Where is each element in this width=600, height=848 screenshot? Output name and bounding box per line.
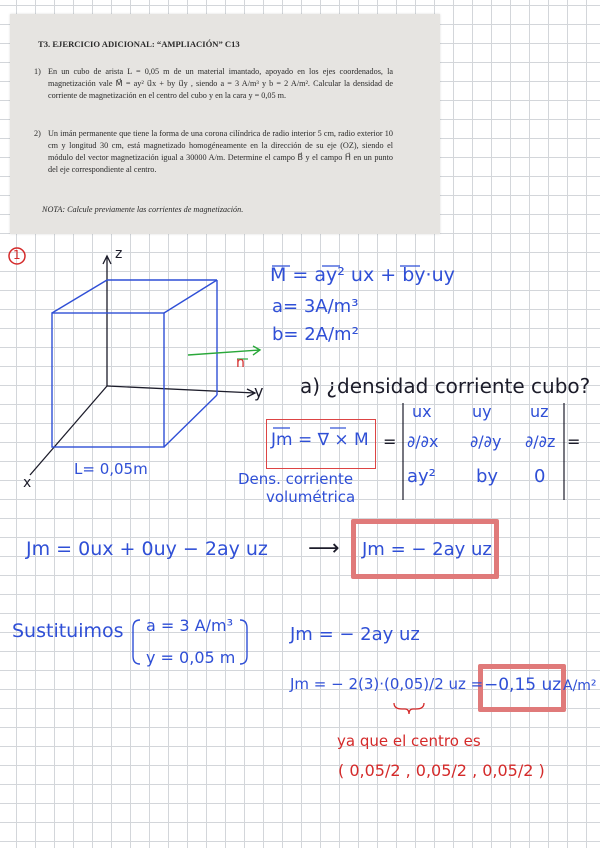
center-note: ya que el centro es <box>337 732 481 750</box>
det-m2: by <box>476 466 499 487</box>
a-value: a= 3A/m³ <box>272 296 359 317</box>
y-axis <box>107 386 255 393</box>
jm-general: Jm = − 2ay uz <box>290 624 420 645</box>
det-ux: ux <box>412 402 432 421</box>
det-uz: uz <box>530 402 549 421</box>
circled-number: 1 <box>13 248 21 262</box>
exercise-2-number: 2) <box>34 129 41 138</box>
substitution-bracket-left <box>133 620 140 664</box>
cube-edge-length: L= 0,05m <box>74 460 148 478</box>
cube-front-face <box>52 313 164 447</box>
substitute-y: y = 0,05 m <box>146 648 236 667</box>
det-partial-y: ∂/∂y <box>470 432 502 451</box>
jm-result: Jm = − 2ay uz <box>362 539 492 560</box>
center-coordinates: ( 0,05/2 , 0,05/2 , 0,05/2 ) <box>338 761 545 780</box>
final-unit: A/m² <box>563 678 597 694</box>
cube-bottom-right-edge <box>164 395 217 447</box>
jm-numeric-substitution: Jm = − 2(3)·(0,05)/2 uz = <box>290 675 484 693</box>
exercise-title: T3. EJERCICIO ADICIONAL: “AMPLIACIÓN” C13 <box>38 39 240 49</box>
b-value: b= 2A/m² <box>272 324 359 345</box>
sustituimos-label: Sustituimos <box>12 620 124 642</box>
dens-label-line2: volumétrica <box>266 488 356 506</box>
normal-vector-arrow <box>188 346 260 355</box>
axes <box>30 256 255 478</box>
normal-arrow-shaft <box>188 350 260 355</box>
det-m3: 0 <box>534 466 546 487</box>
exercise-1-number: 1) <box>34 67 41 76</box>
exercise-note: NOTA: Calcule previamente las corrientes de magnetización. <box>42 205 244 214</box>
cube-top-right-edge <box>164 280 217 313</box>
y-axis-label: y <box>254 382 264 401</box>
exercise-2-text: Un imán permanente que tiene la forma de una corona cilíndrica de radio interior 5 cm, radio exterior 10 cm y longitud 30 cm, está magnetizado homogéneamente en la dirección de su eje (OZ), siendo el módulo del vector magnetización igual a 30000 A/m. Determine el campo B⃗ y el campo H⃗ en un punto del eje correspondiente al centro. <box>48 129 393 174</box>
equals-sign: = <box>383 432 397 451</box>
det-m1: ay² <box>407 466 436 487</box>
substitute-a: a = 3 A/m³ <box>146 616 233 635</box>
dens-label-line1: Dens. corriente <box>238 470 354 488</box>
normal-vector-label: n <box>236 355 245 371</box>
det-trailing-equals: = <box>567 432 581 451</box>
exercise-1-text: En un cubo de arista L = 0,05 m de un material imantado, apoyado en los ejes coordenados, la magnetización vale M⃗ = ay² u⃗x + by u⃗y , siendo a = 3 A/m³ y b = 2 A/m². Calcular la densidad de corriente de magnetización en el centro del cubo y en la cara y = 0,05 m. <box>48 67 393 100</box>
substitution-bracket-right <box>240 620 247 664</box>
cube-top-left-edge <box>52 280 107 313</box>
det-partial-z: ∂/∂z <box>525 432 556 451</box>
underbrace <box>394 703 424 714</box>
det-uy: uy <box>472 402 492 421</box>
z-axis-label: z <box>115 246 123 262</box>
vector-overlines <box>272 266 420 428</box>
final-value: −0,15 uz <box>484 675 562 695</box>
jm-curl-formula: Jm = ∇ × M <box>271 430 369 450</box>
question-a: a) ¿densidad corriente cubo? <box>300 374 591 398</box>
jm-expanded: Jm = 0ux + 0uy − 2ay uz <box>26 538 268 560</box>
x-axis-label: x <box>23 475 32 491</box>
magnetization-definition: M = ay² ux + by·uy <box>270 264 455 286</box>
det-partial-x: ∂/∂x <box>407 432 439 451</box>
implies-arrow: ⟶ <box>308 536 340 561</box>
